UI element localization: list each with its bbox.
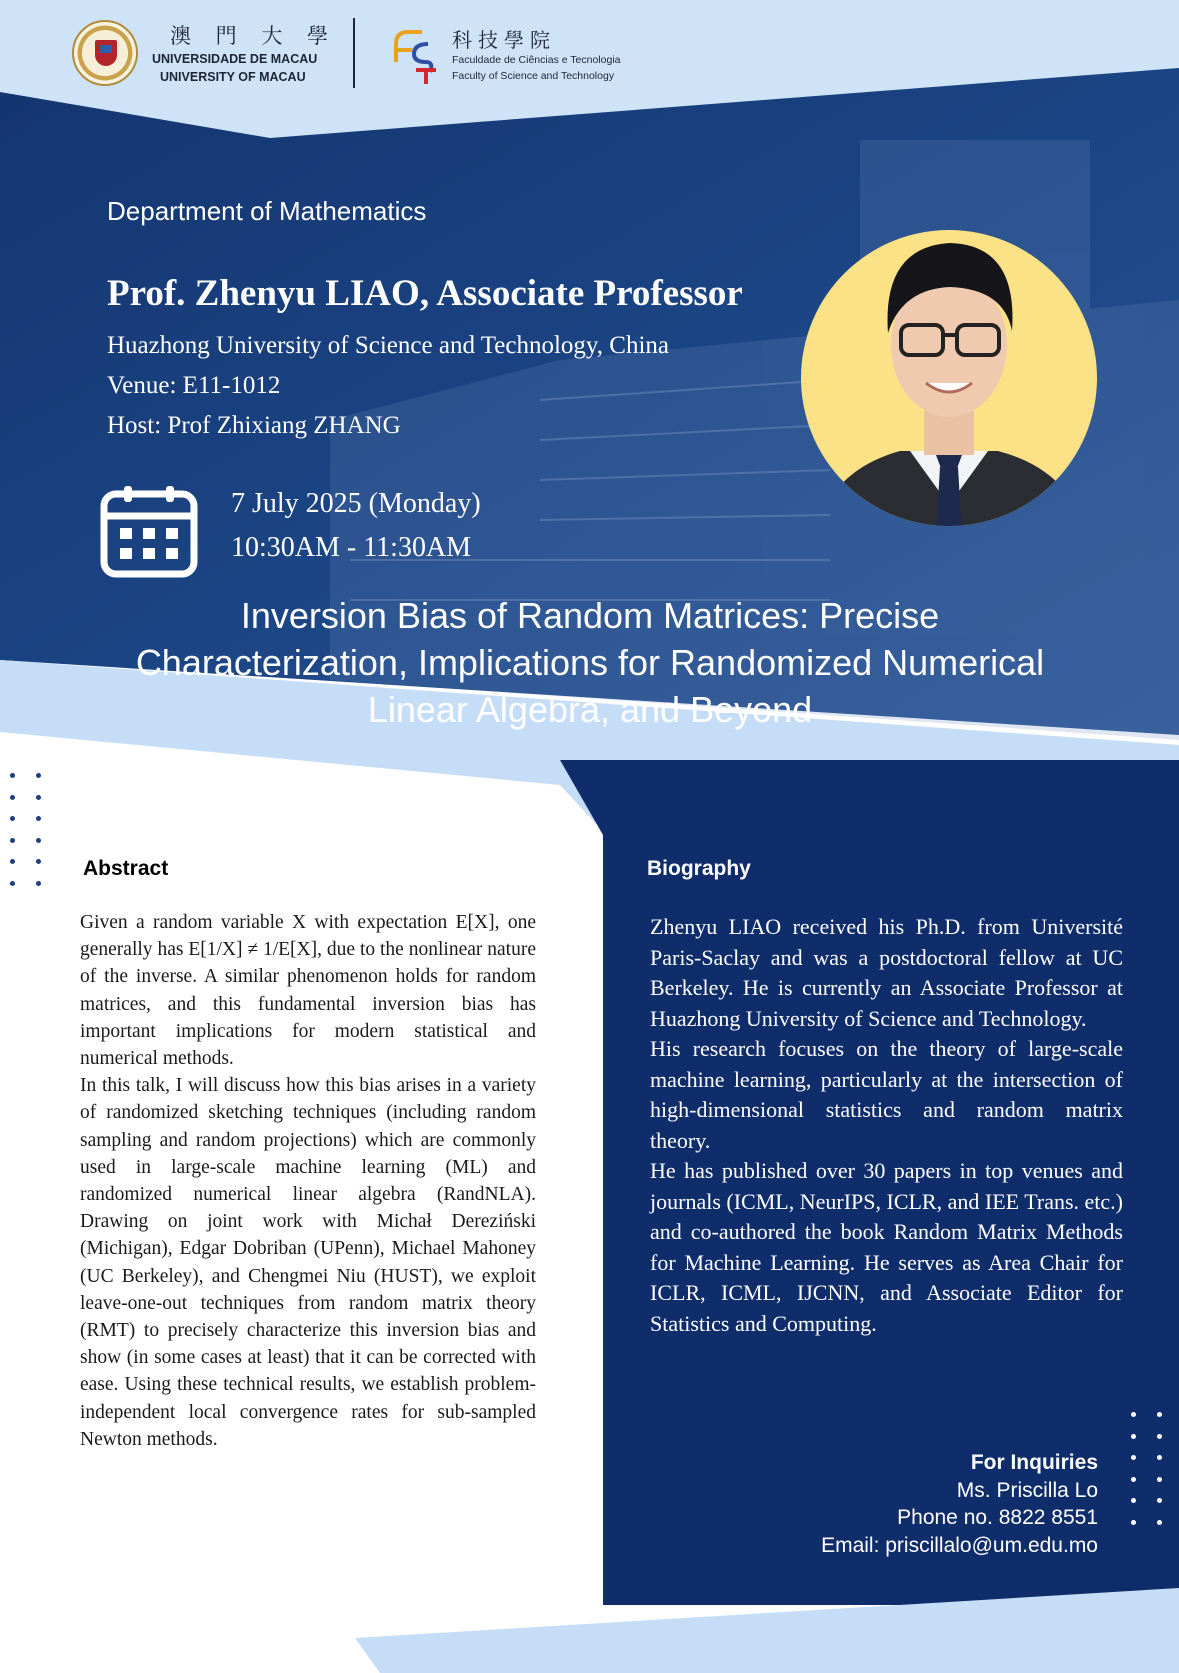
abstract-paragraph: Given a random variable X with expectation E[X], one generally has E[1/X] ≠ 1/E[X], due to the nonlinear nature of the inverse. A similar phenomenon holds for random matrices, and this fundamental inversion bias has important implications for modern statistical and numerical methods. xyxy=(80,912,536,1070)
department-name: Department of Mathematics xyxy=(107,196,427,226)
speaker-name: Prof. Zhenyu LIAO, Associate Professor xyxy=(107,273,743,314)
speaker-affiliation: Huazhong University of Science and Technology, China xyxy=(107,332,669,359)
inquiries-heading: For Inquiries xyxy=(970,1451,1098,1474)
decorative-dots xyxy=(1131,1412,1167,1525)
inquiries-block xyxy=(760,1449,1098,1559)
fst-name-portuguese: Faculdade de Ciências e Tecnologia xyxy=(452,54,621,66)
logo-divider xyxy=(353,18,355,88)
talk-title-line: Characterization, Implications for Randomized Numerical xyxy=(135,642,1045,683)
biography-paragraph: Zhenyu LIAO received his Ph.D. from Université Paris-Saclay and was a postdoctoral fellow at UC Berkeley. He is currently an Associate Professor at Huazhong University of Science and Technology. xyxy=(650,914,1123,1031)
um-name-english: UNIVERSITY OF MACAU xyxy=(160,70,306,84)
abstract-body xyxy=(80,909,536,1453)
decorative-dots xyxy=(10,773,46,886)
biography-body xyxy=(650,912,1123,1339)
fst-name-english: Faculty of Science and Technology xyxy=(452,70,615,82)
event-host: Host: Prof Zhixiang ZHANG xyxy=(107,412,401,439)
biography-heading: Biography xyxy=(647,857,751,880)
talk-title-line: Linear Algebra, and Beyond xyxy=(367,689,813,730)
abstract-heading: Abstract xyxy=(83,857,169,880)
um-name-chinese: 澳 門 大 學 xyxy=(170,24,338,48)
inquiries-email[interactable]: Email: priscillalo@um.edu.mo xyxy=(821,1533,1098,1557)
calendar-icon xyxy=(100,484,198,578)
um-name-portuguese: UNIVERSIDADE DE MACAU xyxy=(152,52,318,66)
talk-title xyxy=(40,592,1140,733)
event-time: 10:30AM - 11:30AM xyxy=(231,532,472,563)
fst-name-chinese: 科技學院 xyxy=(452,28,556,52)
event-venue: Venue: E11-1012 xyxy=(107,372,281,399)
speaker-portrait xyxy=(790,205,1112,557)
biography-paragraph: He has published over 30 papers in top venues and journals (ICML, NeurIPS, ICLR, and IEE Trans. etc.) and co-authored the book Random Matrix Methods for Machine Learning. He serves as Area Chair for ICLR, ICML, IJCNN, and Associate Editor for Statistics and Computing. xyxy=(650,1158,1123,1336)
abstract-paragraph: In this talk, I will discuss how this bias arises in a variety of randomized sketching techniques (including random sampling and random projections) which are commonly used in large-scale machine learning (ML) and randomized numerical linear algebra (RandNLA). Drawing on joint work with Michał Dereziński (Michigan), Edgar Dobriban (UPenn), Michael Mahoney (UC Berkeley), and Chengmei Niu (HUST), we exploit leave-one-out techniques from random matrix theory (RMT) to precisely characterize this inversion bias and show (in some cases at least) that it can be corrected with ease. Using these technical results, we establish problem-independent local convergence rates for sub-sampled Newton methods. xyxy=(80,1075,536,1450)
inquiries-contact: Ms. Priscilla Lo xyxy=(956,1478,1098,1502)
event-date: 7 July 2025 (Monday) xyxy=(231,488,481,519)
university-seal-icon xyxy=(72,20,138,86)
talk-title-line: Inversion Bias of Random Matrices: Precise xyxy=(240,595,940,636)
inquiries-phone: Phone no. 8822 8551 xyxy=(897,1506,1098,1529)
biography-paragraph: His research focuses on the theory of large-scale machine learning, particularly at the intersection of high-dimensional statistics and random matrix theory. xyxy=(650,1036,1123,1153)
fst-logo-icon xyxy=(390,26,438,86)
